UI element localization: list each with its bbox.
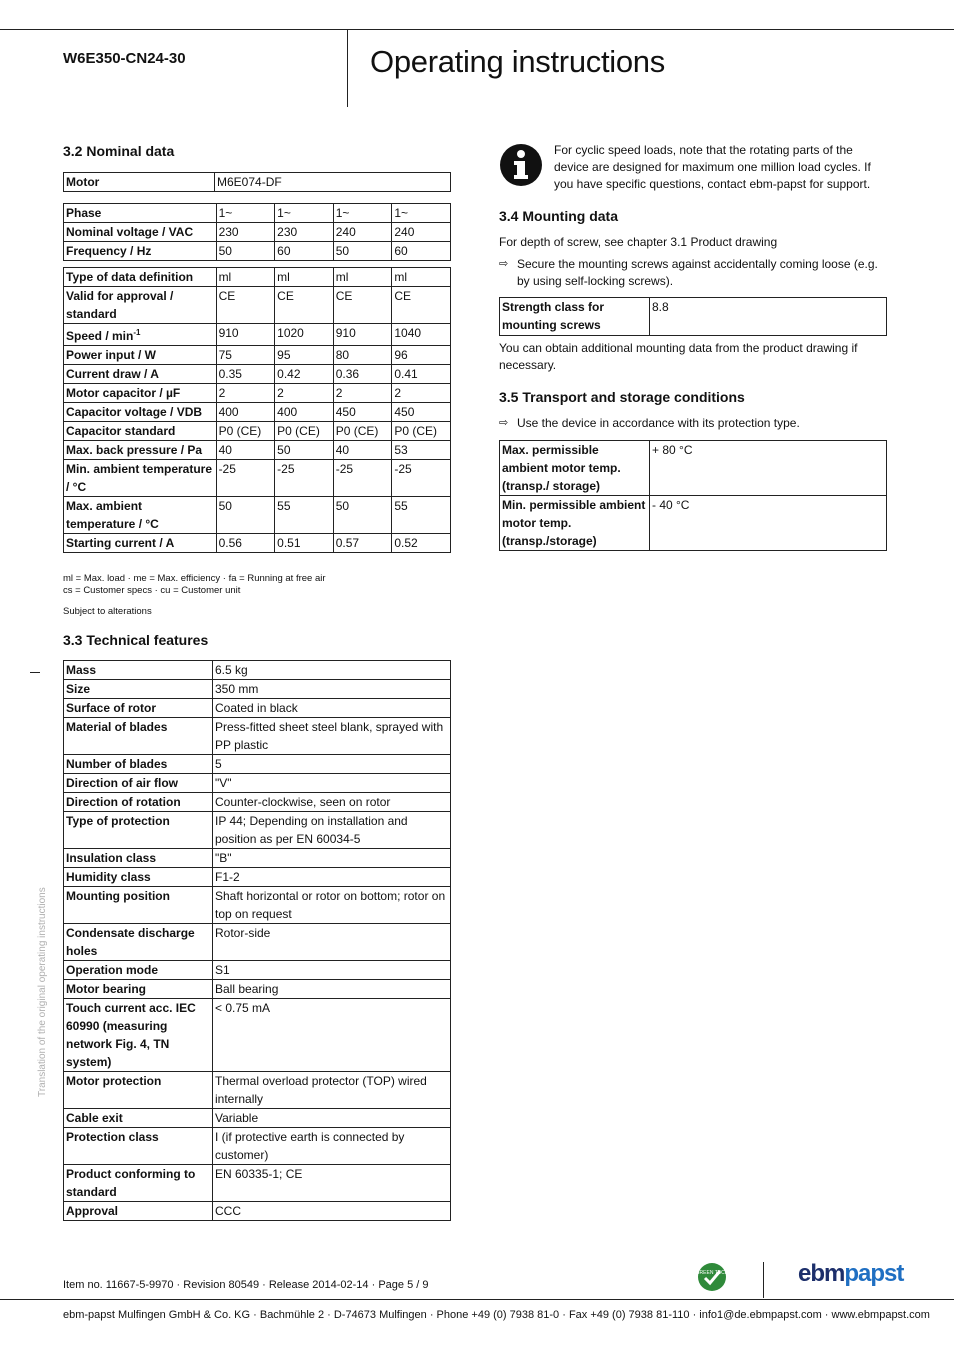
- feature-value: EN 60335-1; CE: [213, 1165, 451, 1202]
- table-row: [64, 365, 451, 384]
- cell-value: 400: [216, 403, 275, 422]
- table-row: [64, 534, 451, 553]
- cell-value: 80: [333, 346, 392, 365]
- row-label: Max. back pressure / Pa: [64, 441, 217, 460]
- margin-mark: [30, 672, 40, 673]
- transport-bullet-text: Use the device in accordance with its protection type.: [517, 416, 800, 430]
- section-heading-mounting-data: 3.4 Mounting data: [499, 208, 618, 224]
- sidebar-translation-note: Translation of the original operating instructions: [37, 887, 48, 1097]
- cell-value: P0 (CE): [216, 422, 275, 441]
- cell-value: 55: [392, 497, 451, 534]
- cell-value: 53: [392, 441, 451, 460]
- feature-value: Thermal overload protector (TOP) wired internally: [213, 1072, 451, 1109]
- footer-rule: [0, 1299, 954, 1300]
- table-row: [500, 298, 887, 336]
- motor-value: M6E074-DF: [215, 173, 451, 192]
- logo-part-ebm: ebm: [798, 1260, 845, 1287]
- cell-value: 1020: [275, 324, 334, 346]
- cell-value: 0.41: [392, 365, 451, 384]
- cell-value: 40: [333, 441, 392, 460]
- transport-value-max: + 80 °C: [650, 441, 887, 496]
- cell-value: 400: [275, 403, 334, 422]
- logo-divider: [763, 1262, 764, 1298]
- table-row: [64, 924, 451, 961]
- cell-value: CE: [275, 287, 334, 324]
- transport-value-min: - 40 °C: [650, 496, 887, 551]
- legend-line-1: ml = Max. load · me = Max. efficiency · fa = Running at free air: [63, 573, 326, 584]
- cell-value: 55: [275, 497, 334, 534]
- feature-value: F1-2: [213, 868, 451, 887]
- cell-value: 0.52: [392, 534, 451, 553]
- cell-value: 2: [333, 384, 392, 403]
- model-number: W6E350-CN24-30: [63, 50, 186, 67]
- feature-value: < 0.75 mA: [213, 999, 451, 1072]
- feature-label: Motor bearing: [64, 980, 213, 999]
- cell-value: 96: [392, 346, 451, 365]
- feature-value: Press-fitted sheet steel blank, sprayed with PP plastic: [213, 718, 451, 755]
- cell-value: 95: [275, 346, 334, 365]
- row-label: Capacitor standard: [64, 422, 217, 441]
- table-row: [64, 242, 451, 261]
- cell-value: 2: [216, 384, 275, 403]
- table-row: [64, 1202, 451, 1221]
- company-line: ebm-papst Mulfingen GmbH & Co. KG · Bachmühle 2 · D-74673 Mulfingen · Phone +49 (0) 7938 81-0 · Fax +49 (0) 7938 81-110 · info1@de.ebmpapst.com · www.ebmpapst.com: [63, 1309, 930, 1321]
- motor-label: Motor: [64, 173, 215, 192]
- table-row: [64, 1109, 451, 1128]
- feature-label: Material of blades: [64, 718, 213, 755]
- mounting-label: Strength class for mounting screws: [500, 298, 650, 336]
- mounting-bullet: [499, 256, 889, 290]
- feature-label: Motor protection: [64, 1072, 213, 1109]
- cell-value: 0.36: [333, 365, 392, 384]
- cell-value: 40: [216, 441, 275, 460]
- feature-label: Product conforming to standard: [64, 1165, 213, 1202]
- cell-value: P0 (CE): [392, 422, 451, 441]
- row-label: Current draw / A: [64, 365, 217, 384]
- feature-value: Variable: [213, 1109, 451, 1128]
- arrow-icon: ⇨: [499, 417, 509, 429]
- cell-value: 450: [392, 403, 451, 422]
- cell-value: ml: [392, 268, 451, 287]
- table-row: [64, 868, 451, 887]
- cell-value: 2: [392, 384, 451, 403]
- table-row: [64, 755, 451, 774]
- feature-value: Shaft horizontal or rotor on bottom; rotor on top on request: [213, 887, 451, 924]
- cell-value: P0 (CE): [333, 422, 392, 441]
- transport-label-max: Max. permissible ambient motor temp. (transp./ storage): [500, 441, 650, 496]
- section-heading-nominal-data: 3.2 Nominal data: [63, 143, 175, 159]
- transport-label-min: Min. permissible ambient motor temp. (transp./storage): [500, 496, 650, 551]
- row-label: Nominal voltage / VAC: [64, 223, 217, 242]
- cell-value: 910: [333, 324, 392, 346]
- table-row: [64, 324, 451, 346]
- feature-label: Insulation class: [64, 849, 213, 868]
- table-row: [64, 1072, 451, 1109]
- info-icon: [499, 143, 543, 187]
- feature-label: Operation mode: [64, 961, 213, 980]
- feature-label: Number of blades: [64, 755, 213, 774]
- motor-table: [63, 172, 451, 192]
- table-row: [64, 887, 451, 924]
- feature-label: Size: [64, 680, 213, 699]
- cell-value: 1~: [275, 204, 334, 223]
- mounting-intro: For depth of screw, see chapter 3.1 Product drawing: [499, 235, 778, 249]
- ebmpapst-logo: [798, 1260, 903, 1288]
- mounting-note: You can obtain additional mounting data from the product drawing if necessary.: [499, 341, 858, 372]
- feature-value: "V": [213, 774, 451, 793]
- feature-value: 350 mm: [213, 680, 451, 699]
- legend-line-2: cs = Customer specs · cu = Customer unit: [63, 585, 241, 596]
- row-label: Type of data definition: [64, 268, 217, 287]
- feature-label: Direction of rotation: [64, 793, 213, 812]
- table-row: [500, 496, 887, 551]
- row-label: Min. ambient temperature / °C: [64, 460, 217, 497]
- item-info-line: Item no. 11667-5-9970 · Revision 80549 · Release 2014-02-14 · Page 5 / 9: [63, 1279, 429, 1291]
- feature-label: Mounting position: [64, 887, 213, 924]
- row-label: Max. ambient temperature / °C: [64, 497, 217, 534]
- row-label: Phase: [64, 204, 217, 223]
- feature-label: Mass: [64, 661, 213, 680]
- table-row: [64, 1165, 451, 1202]
- row-label: Valid for approval / standard: [64, 287, 217, 324]
- cell-value: CE: [216, 287, 275, 324]
- row-label: Starting current / A: [64, 534, 217, 553]
- cell-value: ml: [275, 268, 334, 287]
- mounting-bullet-text: Secure the mounting screws against accidentally coming loose (e.g. by using self-locking screws).: [517, 257, 878, 288]
- cell-value: 0.51: [275, 534, 334, 553]
- mounting-value: 8.8: [650, 298, 887, 336]
- cell-value: 450: [333, 403, 392, 422]
- cell-value: 1~: [392, 204, 451, 223]
- table-row: [64, 441, 451, 460]
- table-row: [64, 204, 451, 223]
- table-row: [500, 441, 887, 496]
- table-row: [64, 774, 451, 793]
- cell-value: 60: [392, 242, 451, 261]
- table-row: [64, 793, 451, 812]
- cell-value: ml: [216, 268, 275, 287]
- mounting-table: [499, 297, 887, 336]
- table-row: [64, 403, 451, 422]
- arrow-icon: ⇨: [499, 258, 509, 270]
- table-row: [64, 422, 451, 441]
- cell-value: P0 (CE): [275, 422, 334, 441]
- header-top-rule: [0, 29, 954, 30]
- cell-value: 230: [216, 223, 275, 242]
- transport-table: [499, 440, 887, 551]
- cell-value: CE: [392, 287, 451, 324]
- cell-value: ml: [333, 268, 392, 287]
- feature-label: Surface of rotor: [64, 699, 213, 718]
- feature-value: CCC: [213, 1202, 451, 1221]
- cell-value: 2: [275, 384, 334, 403]
- cell-value: -25: [333, 460, 392, 497]
- row-label: Frequency / Hz: [64, 242, 217, 261]
- cell-value: 50: [216, 497, 275, 534]
- row-label: Capacitor voltage / VDB: [64, 403, 217, 422]
- cell-value: -25: [392, 460, 451, 497]
- table-row: [64, 812, 451, 849]
- table-row: [64, 1128, 451, 1165]
- info-note: For cyclic speed loads, note that the rotating parts of the device are designed for maximum one million load cycles. If you have specific questions, contact ebm-papst for support.: [554, 143, 871, 191]
- cell-value: 240: [333, 223, 392, 242]
- section-heading-transport-storage: 3.5 Transport and storage conditions: [499, 389, 745, 405]
- cell-value: 50: [333, 497, 392, 534]
- header-divider: [347, 29, 348, 107]
- row-label: Motor capacitor / µF: [64, 384, 217, 403]
- alterations-note: Subject to alterations: [63, 606, 152, 617]
- cell-value: 1~: [333, 204, 392, 223]
- feature-value: Counter-clockwise, seen on rotor: [213, 793, 451, 812]
- feature-label: Condensate discharge holes: [64, 924, 213, 961]
- cell-value: 75: [216, 346, 275, 365]
- cell-value: 0.35: [216, 365, 275, 384]
- feature-label: Approval: [64, 1202, 213, 1221]
- logo-part-papst: papst: [844, 1260, 904, 1287]
- feature-value: "B": [213, 849, 451, 868]
- section-heading-technical-features: 3.3 Technical features: [63, 632, 209, 648]
- transport-bullet: [499, 415, 889, 432]
- feature-value: 6.5 kg: [213, 661, 451, 680]
- table-row: [64, 173, 451, 192]
- greentech-label: GREEN TECH: [697, 1270, 727, 1276]
- table-row: [64, 287, 451, 324]
- table-row: [64, 460, 451, 497]
- cell-value: -25: [216, 460, 275, 497]
- table-row: [64, 718, 451, 755]
- cell-value: 50: [333, 242, 392, 261]
- cell-value: 50: [216, 242, 275, 261]
- page-title: Operating instructions: [370, 44, 665, 79]
- feature-value: Ball bearing: [213, 980, 451, 999]
- table-row: [64, 699, 451, 718]
- cell-value: 50: [275, 441, 334, 460]
- row-label: Speed / $\min^{-1}$: [64, 324, 217, 346]
- feature-label: Cable exit: [64, 1109, 213, 1128]
- feature-label: Protection class: [64, 1128, 213, 1165]
- feature-value: Rotor-side: [213, 924, 451, 961]
- nominal-table-2: [63, 267, 451, 553]
- table-row: [64, 346, 451, 365]
- feature-label: Touch current acc. IEC 60990 (measuring network Fig. 4, TN system): [64, 999, 213, 1072]
- cell-value: 910: [216, 324, 275, 346]
- cell-value: 60: [275, 242, 334, 261]
- feature-label: Type of protection: [64, 812, 213, 849]
- feature-value: S1: [213, 961, 451, 980]
- row-label: Power input / W: [64, 346, 217, 365]
- table-row: [64, 384, 451, 403]
- table-row: [64, 497, 451, 534]
- table-row: [64, 223, 451, 242]
- feature-value: Coated in black: [213, 699, 451, 718]
- feature-value: I (if protective earth is connected by customer): [213, 1128, 451, 1165]
- cell-value: -25: [275, 460, 334, 497]
- cell-value: 230: [275, 223, 334, 242]
- table-row: [64, 961, 451, 980]
- table-row: [64, 999, 451, 1072]
- table-row: [64, 680, 451, 699]
- cell-value: 1~: [216, 204, 275, 223]
- technical-features-table: [63, 660, 451, 1221]
- nominal-table-1: [63, 203, 451, 261]
- table-row: [64, 268, 451, 287]
- cell-value: 0.42: [275, 365, 334, 384]
- table-row: [64, 661, 451, 680]
- feature-label: Humidity class: [64, 868, 213, 887]
- greentech-icon: [697, 1262, 727, 1292]
- feature-value: 5: [213, 755, 451, 774]
- cell-value: CE: [333, 287, 392, 324]
- cell-value: 1040: [392, 324, 451, 346]
- cell-value: 0.56: [216, 534, 275, 553]
- table-row: [64, 980, 451, 999]
- cell-value: 0.57: [333, 534, 392, 553]
- table-row: [64, 849, 451, 868]
- cell-value: 240: [392, 223, 451, 242]
- feature-value: IP 44; Depending on installation and position as per EN 60034-5: [213, 812, 451, 849]
- feature-label: Direction of air flow: [64, 774, 213, 793]
